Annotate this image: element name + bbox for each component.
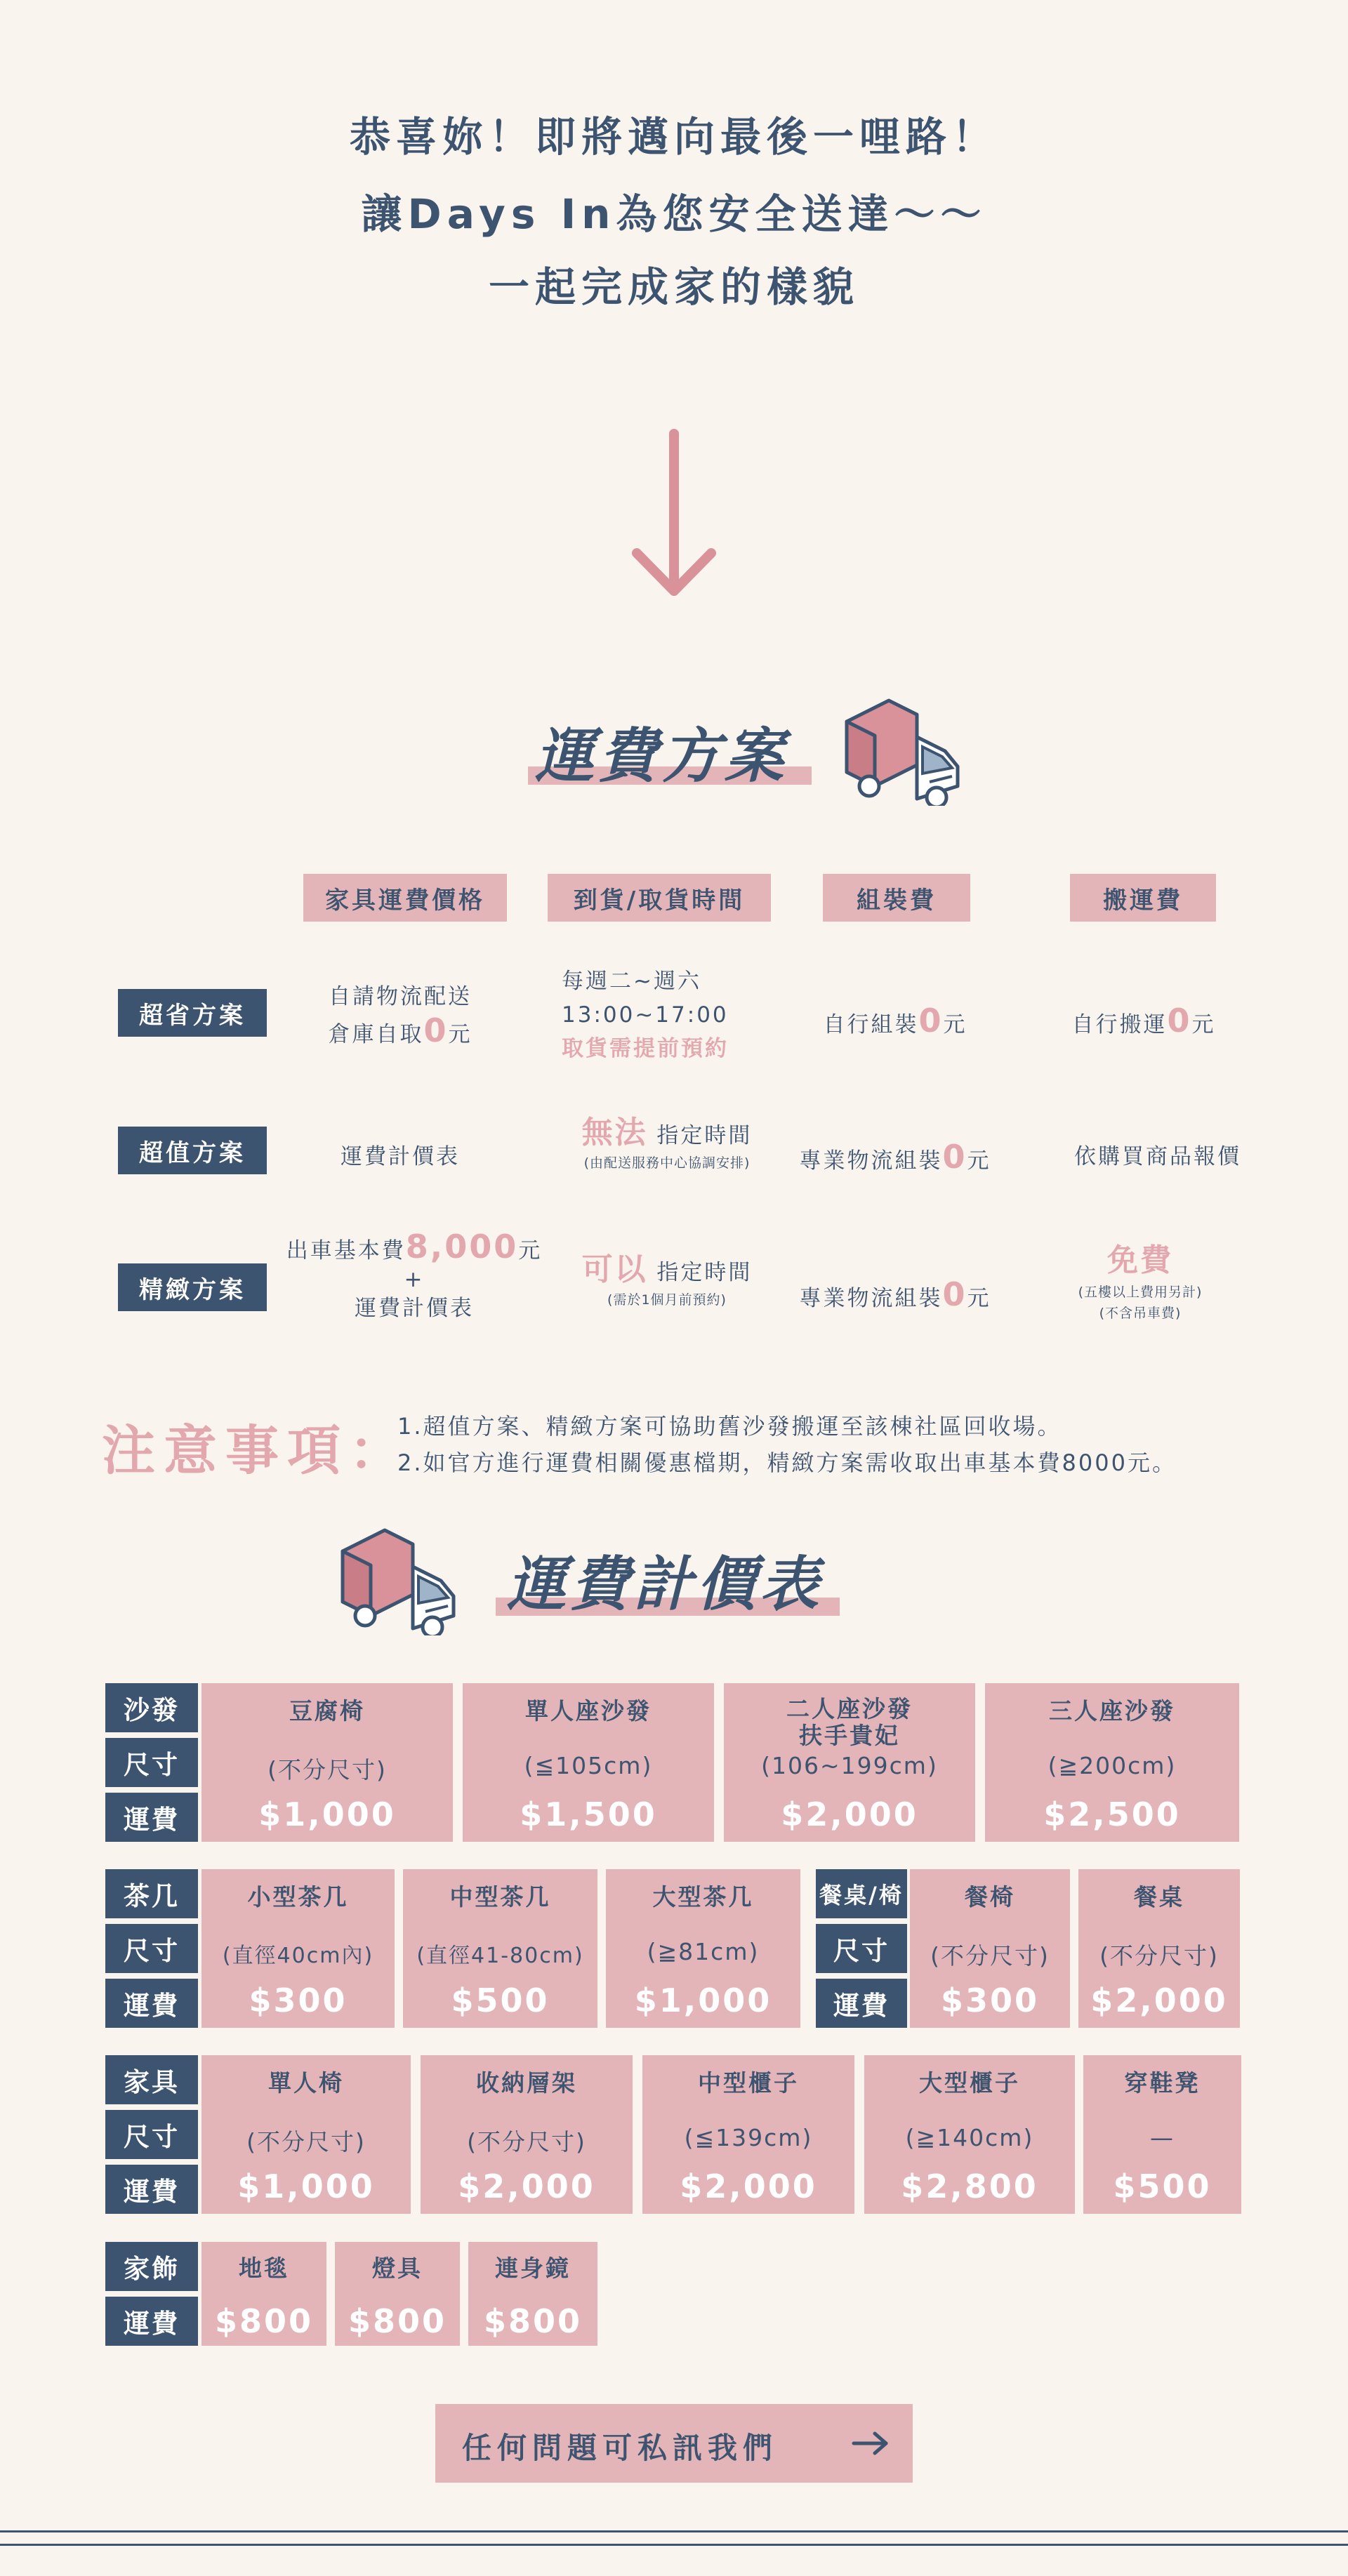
premium-time-rest: 指定時間 xyxy=(656,1260,753,1285)
economy-time-note: 取貨需提前預約 xyxy=(562,1036,729,1061)
price-card-two-seat-sofa xyxy=(724,1683,975,1842)
premium-carry-free: 免費 xyxy=(1107,1242,1173,1278)
contact-us-label: 任何問題可私訊我們 xyxy=(462,2431,779,2465)
item-name: 大型茶几 xyxy=(652,1883,754,1911)
item-name: 豆腐椅 xyxy=(289,1697,365,1725)
item-price: $800 xyxy=(214,2302,314,2340)
premium-time-note: (需於1個月前預約) xyxy=(607,1292,727,1308)
value-time-main xyxy=(548,1116,786,1153)
item-price: $1,000 xyxy=(258,1795,396,1833)
premium-assembly-prefix: 專業物流組裝 xyxy=(799,1286,943,1311)
item-size: (≧81cm) xyxy=(647,1938,760,1965)
price-card-single-sofa xyxy=(463,1683,714,1842)
item-price: $1,000 xyxy=(634,1981,772,2019)
intro-line-1: 恭喜妳！即將邁向最後一哩路！ xyxy=(349,113,998,161)
value-carry: 依購買商品報價 xyxy=(1074,1144,1241,1169)
item-name: 餐椅 xyxy=(965,1883,1015,1911)
item-price: $300 xyxy=(249,1981,348,2019)
item-size: (直徑41-80cm) xyxy=(416,1944,584,1968)
premium-time-main xyxy=(548,1253,786,1289)
economy-time-hours: 13:00~17:00 xyxy=(562,1002,729,1028)
intro-line-2: 讓Days In為您安全送達～～ xyxy=(361,190,987,238)
item-price: $1,000 xyxy=(237,2167,375,2205)
item-size: (直徑40cm內) xyxy=(222,1944,374,1968)
price-card-large-tea-table xyxy=(606,1869,800,2028)
value-assembly xyxy=(779,1140,1011,1178)
value-time xyxy=(548,1116,786,1174)
decor-category-label: 家飾 xyxy=(105,2242,198,2291)
economy-price-line1: 自請物流配送 xyxy=(329,984,472,1009)
col-header-price: 家具運費價格 xyxy=(303,874,507,922)
premium-carry xyxy=(1042,1240,1238,1324)
item-name: 中型櫃子 xyxy=(698,2069,799,2097)
value-assembly-prefix: 專業物流組裝 xyxy=(799,1148,943,1174)
premium-time-strong: 可以 xyxy=(581,1252,648,1287)
item-size: (不分尺寸) xyxy=(267,1756,387,1784)
price-card-medium-tea-table xyxy=(403,1869,597,2028)
price-card-three-seat-sofa xyxy=(985,1683,1239,1842)
col-header-time: 到貨/取貨時間 xyxy=(548,874,771,922)
economy-carry xyxy=(1042,1004,1245,1042)
dining-size-label: 尺寸 xyxy=(816,1924,907,1973)
item-size: (≧140cm) xyxy=(905,2124,1034,2151)
price-card-lamp xyxy=(335,2242,460,2346)
item-size: (不分尺寸) xyxy=(467,2128,586,2156)
item-name: 二人座沙發 扶手貴妃 xyxy=(786,1695,913,1749)
price-card-medium-cabinet xyxy=(642,2055,854,2214)
item-name: 連身鏡 xyxy=(495,2255,571,2282)
premium-assembly-zero: 0 xyxy=(942,1275,967,1313)
economy-price-line2 xyxy=(295,1011,505,1051)
value-time-note: (由配送服務中心協調安排) xyxy=(583,1155,751,1171)
economy-time xyxy=(562,964,772,1065)
item-price: $2,000 xyxy=(458,2167,595,2205)
item-size: (≧200cm) xyxy=(1048,1752,1177,1779)
item-name: 收納層架 xyxy=(476,2069,577,2097)
item-price: $2,000 xyxy=(680,2167,817,2205)
economy-carry-suffix: 元 xyxy=(1191,1012,1216,1037)
premium-assembly-suffix: 元 xyxy=(967,1286,991,1311)
item-price: $2,000 xyxy=(1090,1981,1228,2019)
value-time-rest: 指定時間 xyxy=(656,1123,753,1148)
premium-price-plus: + xyxy=(404,1267,425,1292)
item-name: 單人座沙發 xyxy=(525,1697,652,1725)
delivery-truck-icon xyxy=(840,695,966,806)
economy-carry-zero: 0 xyxy=(1167,1002,1192,1040)
item-price: $500 xyxy=(451,1981,550,2019)
note-item-1: 1.超值方案、精緻方案可協助舊沙發搬運至該棟社區回收場。 xyxy=(397,1413,1062,1440)
price-card-single-chair xyxy=(201,2055,411,2214)
premium-price-value: 8,000 xyxy=(405,1228,519,1266)
price-card-dining-chair xyxy=(910,1869,1070,2028)
col-header-assembly: 組裝費 xyxy=(823,874,970,922)
price-card-storage-shelf xyxy=(421,2055,633,2214)
arrow-down-icon xyxy=(628,427,720,602)
premium-time xyxy=(548,1253,786,1310)
economy-price xyxy=(295,980,505,1051)
item-price: $800 xyxy=(348,2302,447,2340)
premium-assembly xyxy=(779,1277,1011,1315)
furniture-fee-label: 運費 xyxy=(105,2165,198,2214)
economy-carry-prefix: 自行搬運 xyxy=(1071,1012,1168,1037)
col-header-carry: 搬運費 xyxy=(1070,874,1216,922)
item-price: $1,500 xyxy=(520,1795,657,1833)
item-name: 穿鞋凳 xyxy=(1124,2069,1201,2097)
item-price: $2,500 xyxy=(1043,1795,1181,1833)
item-name: 餐桌 xyxy=(1134,1883,1184,1911)
value-price: 運費計價表 xyxy=(341,1144,460,1169)
item-size: (不分尺寸) xyxy=(930,1942,1050,1970)
economy-assembly-prefix: 自行組裝 xyxy=(823,1012,919,1037)
economy-assembly-zero: 0 xyxy=(918,1002,944,1040)
contact-us-button[interactable] xyxy=(435,2404,913,2483)
item-price: $300 xyxy=(940,1981,1040,2019)
pricing-title: 運費計價表 xyxy=(507,1550,824,1619)
furniture-category-label: 家具 xyxy=(105,2055,198,2104)
item-price: $2,800 xyxy=(901,2167,1038,2205)
notes-title: 注意事項： xyxy=(102,1419,411,1482)
bottom-divider-1 xyxy=(0,2530,1348,2532)
premium-price-line1 xyxy=(281,1230,548,1268)
item-name: 地毯 xyxy=(239,2255,289,2282)
sofa-category-label: 沙發 xyxy=(105,1683,198,1732)
price-card-rug xyxy=(201,2242,326,2346)
item-size: (≦139cm) xyxy=(684,2124,813,2151)
price-card-small-tea-table xyxy=(201,1869,395,2028)
price-card-large-cabinet xyxy=(864,2055,1075,2214)
plan-name-premium: 精緻方案 xyxy=(118,1263,267,1311)
tea-table-size-label: 尺寸 xyxy=(105,1924,198,1973)
plan-name-value: 超值方案 xyxy=(118,1127,267,1174)
item-price: $2,000 xyxy=(781,1795,918,1833)
sofa-size-label: 尺寸 xyxy=(105,1738,198,1787)
item-name: 大型櫃子 xyxy=(919,2069,1020,2097)
arrow-right-icon xyxy=(851,2429,890,2457)
premium-price xyxy=(281,1230,548,1325)
sofa-fee-label: 運費 xyxy=(105,1793,198,1842)
item-name: 中型茶几 xyxy=(449,1883,551,1911)
economy-price-zero: 0 xyxy=(423,1011,449,1049)
price-card-shoe-bench xyxy=(1083,2055,1241,2214)
economy-price-prefix: 倉庫自取 xyxy=(328,1022,424,1047)
economy-time-days: 每週二~週六 xyxy=(562,969,701,994)
item-size: (不分尺寸) xyxy=(1099,1942,1219,1970)
price-card-full-length-mirror xyxy=(468,2242,597,2346)
item-size: — xyxy=(1150,2124,1175,2151)
economy-assembly xyxy=(793,1004,997,1042)
premium-price-prefix: 出車基本費 xyxy=(286,1238,406,1263)
premium-price-line3: 運費計價表 xyxy=(355,1296,474,1321)
dining-fee-label: 運費 xyxy=(816,1979,907,2028)
item-price: $500 xyxy=(1113,2167,1212,2205)
intro-line-3: 一起完成家的樣貌 xyxy=(488,263,859,311)
bottom-divider-2 xyxy=(0,2544,1348,2546)
item-name: 燈具 xyxy=(372,2255,423,2282)
premium-carry-note2: (不含吊車費) xyxy=(1099,1306,1182,1321)
plans-title: 運費方案 xyxy=(535,722,788,790)
premium-price-suffix: 元 xyxy=(518,1238,543,1263)
dining-category-label: 餐桌/椅 xyxy=(816,1869,907,1918)
furniture-size-label: 尺寸 xyxy=(105,2110,198,2159)
tea-table-fee-label: 運費 xyxy=(105,1979,198,2028)
item-name: 三人座沙發 xyxy=(1049,1697,1175,1725)
value-assembly-zero: 0 xyxy=(942,1138,967,1176)
item-name: 單人椅 xyxy=(268,2069,344,2097)
value-time-strong: 無法 xyxy=(581,1115,648,1150)
economy-assembly-suffix: 元 xyxy=(943,1012,967,1037)
item-size: (不分尺寸) xyxy=(246,2128,366,2156)
value-assembly-suffix: 元 xyxy=(967,1148,991,1174)
plan-name-economy: 超省方案 xyxy=(118,989,267,1037)
delivery-truck-icon xyxy=(336,1525,462,1635)
item-size: (106~199cm) xyxy=(761,1752,938,1779)
item-name: 小型茶几 xyxy=(247,1883,349,1911)
price-card-tofu-chair xyxy=(201,1683,453,1842)
note-item-2: 2.如官方進行運費相關優惠檔期，精緻方案需收取出車基本費8000元。 xyxy=(397,1449,1177,1476)
decor-fee-label: 運費 xyxy=(105,2297,198,2346)
item-price: $800 xyxy=(483,2302,583,2340)
economy-price-suffix: 元 xyxy=(448,1022,473,1047)
tea-table-category-label: 茶几 xyxy=(105,1869,198,1918)
item-size: (≦105cm) xyxy=(524,1752,653,1779)
price-card-dining-table xyxy=(1078,1869,1240,2028)
premium-carry-note1: (五樓以上費用另計) xyxy=(1078,1284,1203,1300)
